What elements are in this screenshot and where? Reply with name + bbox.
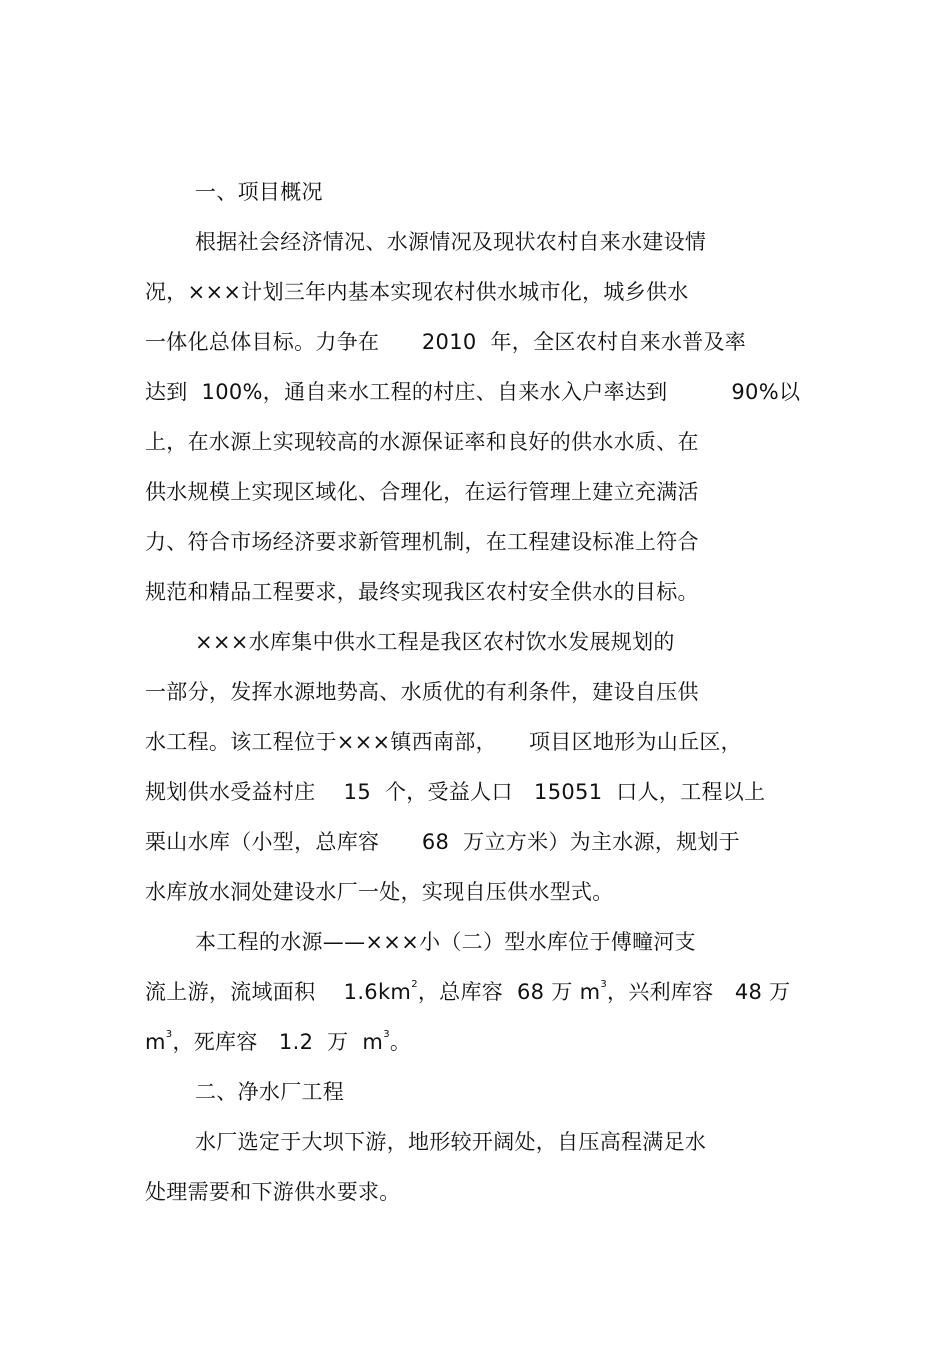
paragraph-line-dead-capacity: $m^3$，死库容 1.2 万 $m^3$。 xyxy=(145,1029,412,1054)
paragraph-line: 力、符合市场经济要求新管理机制，在工程建设标准上符合 xyxy=(145,530,699,554)
paragraph-line: ×××水库集中供水工程是我区农村饮水发展规划的 xyxy=(195,630,675,654)
paragraph-line: 栗山水库（小型，总库容 68 万立方米）为主水源，规划于 xyxy=(145,830,741,854)
paragraph-line: 况，×××计划三年内基本实现农村供水城市化，城乡供水 xyxy=(145,280,689,304)
section-heading-overview: 一、项目概况 xyxy=(195,180,323,204)
paragraph-line: 规划供水受益村庄 15 个，受益人口 15051 口人，工程以上 xyxy=(145,780,766,804)
paragraph-line: 规范和精品工程要求，最终实现我区农村安全供水的目标。 xyxy=(145,580,699,604)
paragraph-line: 一体化总体目标。力争在 2010 年，全区农村自来水普及率 xyxy=(145,330,747,354)
paragraph-line: 本工程的水源——×××小（二）型水库位于傅疃河支 xyxy=(195,930,696,954)
paragraph-line: 水厂选定于大坝下游，地形较开阔处，自压高程满足水 xyxy=(195,1130,707,1154)
paragraph-line: 水库放水洞处建设水厂一处，实现自压供水型式。 xyxy=(145,880,614,904)
paragraph-line: 水工程。该工程位于×××镇西南部， 项目区地形为山丘区， xyxy=(145,730,742,754)
section-heading-water-plant: 二、净水厂工程 xyxy=(195,1080,345,1104)
paragraph-line: 上，在水源上实现较高的水源保证率和良好的供水水质、在 xyxy=(145,430,699,454)
paragraph-line: 达到 100%，通自来水工程的村庄、自来水入户率达到 90%以 xyxy=(145,380,801,404)
paragraph-line: 处理需要和下游供水要求。 xyxy=(145,1180,401,1204)
paragraph-line: 根据社会经济情况、水源情况及现状农村自来水建设情 xyxy=(195,230,707,254)
paragraph-line: 供水规模上实现区域化、合理化，在运行管理上建立充满活 xyxy=(145,480,699,504)
paragraph-line-area-capacity: 流上游，流域面积 $1.6km^2$，总库容 68 万 $m^3$，兴利库容 48 万 xyxy=(145,979,791,1004)
paragraph-line: 一部分，发挥水源地势高、水质优的有利条件，建设自压供 xyxy=(145,680,699,704)
